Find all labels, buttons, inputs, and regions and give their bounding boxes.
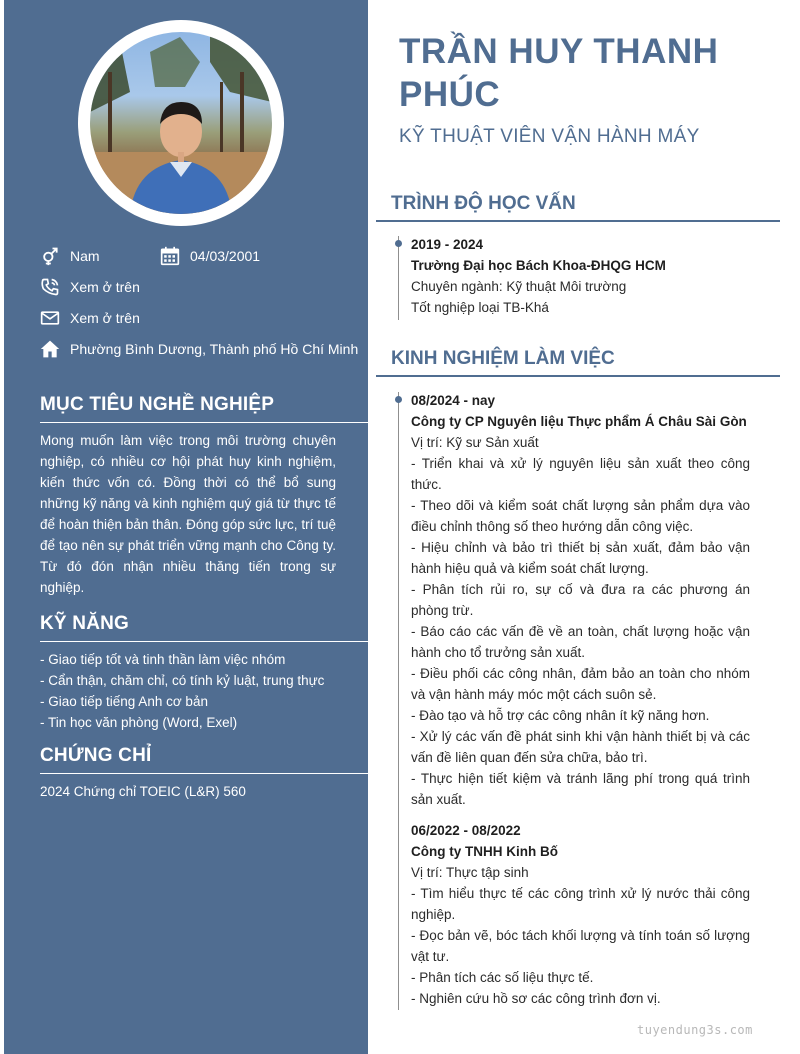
email-value: Xem ở trên	[70, 310, 140, 326]
position: Vị trí: Kỹ sư Sản xuất	[411, 435, 539, 450]
envelope-icon	[40, 308, 60, 328]
education-entry	[411, 234, 750, 318]
gender-value: Nam	[70, 248, 100, 264]
list-item: 2024 Chứng chỉ TOEIC (L&R) 560	[40, 784, 246, 799]
timeline-dot	[395, 240, 402, 247]
email-row	[40, 308, 140, 328]
sidebar	[4, 0, 368, 1054]
education-line: Chuyên ngành: Kỹ thuật Môi trường	[411, 279, 627, 294]
list-item: - Đọc bản vẽ, bóc tách khối lượng và tính toán số lượng vật tư.	[411, 928, 750, 964]
address-value: Phường Bình Dương, Thành phố Hồ Chí Minh	[70, 341, 359, 357]
education-heading: TRÌNH ĐỘ HỌC VẤN	[376, 193, 780, 222]
list-item: - Triển khai và xử lý nguyên liệu sản xuất theo công thức.	[411, 456, 750, 492]
list-item: - Đào tạo và hỗ trợ các công nhân ít kỹ năng hơn.	[411, 708, 710, 723]
avatar	[78, 20, 284, 226]
list-item: - Nghiên cứu hồ sơ các công trình đơn vị.	[411, 991, 661, 1006]
profile-photo	[90, 32, 272, 214]
certificates-list	[40, 781, 350, 802]
experience-entry	[411, 390, 750, 810]
portrait-illustration	[90, 32, 272, 214]
birthdate-value: 04/03/2001	[190, 248, 261, 264]
skills-heading: KỸ NĂNG	[40, 613, 368, 642]
list-item: - Theo dõi và kiểm soát chất lượng sản phẩm dựa vào điều chỉnh thông số theo hướng dẫn công việc.	[411, 498, 750, 534]
birthdate-row	[160, 246, 260, 266]
candidate-name: TRẦN HUY THANH PHÚC	[399, 32, 719, 114]
experience-timeline	[398, 392, 399, 1010]
gender-row	[40, 246, 100, 266]
objective-heading: MỤC TIÊU NGHỀ NGHIỆP	[40, 394, 368, 423]
gender-icon	[40, 246, 60, 266]
experience-period: 06/2022 - 08/2022	[411, 823, 521, 838]
phone-icon	[40, 277, 60, 297]
home-icon	[40, 339, 60, 359]
company-name: Công ty CP Nguyên liệu Thực phẩm Á Châu Sài Gòn	[411, 414, 747, 429]
objective-text: Mong muốn làm việc trong môi trường chuyên nghiệp, có nhiều cơ hội phát huy kinh nghiệm, kiến thức vốn có. Đồng thời có thể bổ sung những kỹ năng và kinh nghiệm quý giá từ thực tế để hoàn thiện bản thân. Đóng góp sức lực, trí tuệ để tạo nên sự phát triển vững mạnh cho Công ty. Từ đó đón nhận nhiều thăng tiến trong sự nghiệp.	[40, 433, 336, 595]
education-period: 2019 - 2024	[411, 237, 484, 252]
certificates-heading: CHỨNG CHỈ	[40, 745, 368, 774]
skills-list	[40, 649, 350, 733]
list-item: - Phân tích các số liệu thực tế.	[411, 970, 594, 985]
experience-heading: KINH NGHIỆM LÀM VIỆC	[376, 348, 780, 377]
school-name: Trường Đại học Bách Khoa-ĐHQG HCM	[411, 258, 666, 273]
list-item: - Xử lý các vấn đề phát sinh khi vận hành thiết bị và các vấn đề liên quan đến sửa chữa, bảo trì.	[411, 729, 750, 765]
company-name: Công ty TNHH Kinh Bố	[411, 844, 558, 859]
list-item: - Điều phối các công nhân, đảm bảo an toàn cho nhóm và vận hành máy móc một cách suôn sẻ.	[411, 666, 750, 702]
list-item: - Cẩn thận, chăm chỉ, có tính kỷ luật, trung thực	[40, 673, 325, 688]
experience-period: 08/2024 - nay	[411, 393, 496, 408]
position: Vị trí: Thực tập sinh	[411, 865, 529, 880]
list-item: - Giao tiếp tốt và tinh thần làm việc nhóm	[40, 652, 286, 667]
experience-entry	[411, 820, 750, 1009]
job-title: KỸ THUẬT VIÊN VẬN HÀNH MÁY	[399, 126, 700, 147]
education-timeline	[398, 236, 399, 320]
timeline-dot	[395, 396, 402, 403]
list-item: - Giao tiếp tiếng Anh cơ bản	[40, 694, 208, 709]
phone-row	[40, 277, 140, 297]
list-item: - Báo cáo các vấn đề về an toàn, chất lượng hoặc vận hành cho tổ trưởng sản xuất.	[411, 624, 750, 660]
list-item: - Tìm hiểu thực tế các công trình xử lý nước thải công nghiệp.	[411, 886, 750, 922]
address-row	[40, 339, 358, 359]
list-item: - Phân tích rủi ro, sự cố và đưa ra các phương án phòng trừ.	[411, 582, 750, 618]
phone-value: Xem ở trên	[70, 279, 140, 295]
watermark: tuyendung3s.com	[637, 1023, 753, 1037]
calendar-icon	[160, 246, 180, 266]
list-item: - Thực hiện tiết kiệm và tránh lãng phí trong quá trình sản xuất.	[411, 771, 750, 807]
education-line: Tốt nghiệp loại TB-Khá	[411, 300, 549, 315]
list-item: - Hiệu chỉnh và bảo trì thiết bị sản xuất, đảm bảo vận hành hiệu quả và kiểm soát chất lượng.	[411, 540, 750, 576]
list-item: - Tin học văn phòng (Word, Exel)	[40, 715, 238, 730]
